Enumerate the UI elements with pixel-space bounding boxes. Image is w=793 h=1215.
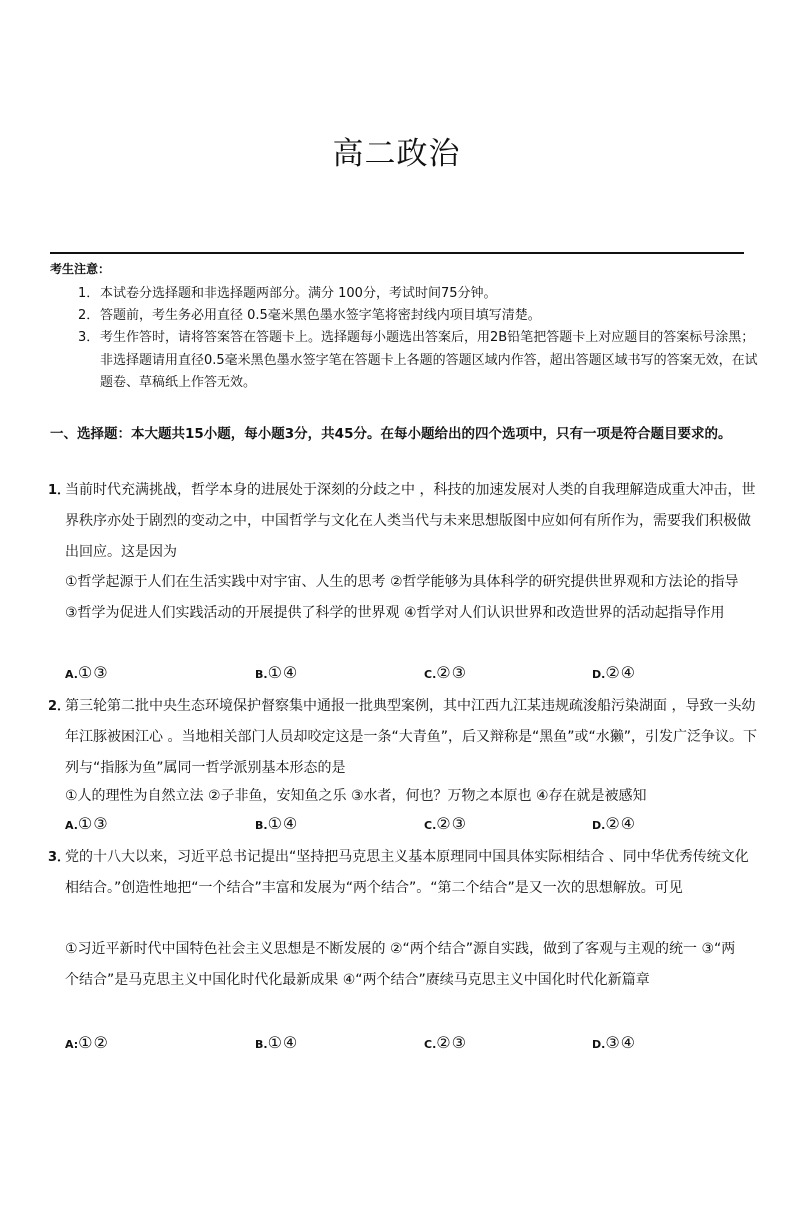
question-1-stem — [48, 475, 760, 568]
choice-a[interactable] — [65, 1033, 109, 1052]
choice-d[interactable] — [592, 1033, 636, 1052]
choice-c[interactable] — [424, 663, 467, 682]
choice-letter: B. — [255, 819, 268, 832]
question-1-choices — [65, 663, 745, 687]
notice-item-text: 考生作答时，请将答案答在答题卡上。选择题每小题选出答案后，用2B铅笔把答题卡上对应题目的答案标号涂黑；非选择题请用直径0.5毫米黑色墨水签字笔在答题卡上各题的答题区域内作答，超出答题区域书写的答案无效，在试题卷、草稿纸上作答无效。 — [100, 330, 758, 390]
choice-letter: D. — [592, 819, 606, 832]
choice-d[interactable] — [592, 814, 636, 833]
question-2-stem — [48, 691, 760, 784]
choice-d[interactable] — [592, 663, 636, 682]
choice-letter: C. — [424, 819, 437, 832]
question-number: 2． — [48, 699, 71, 714]
question-text: 党的十八大以来，习近平总书记提出“坚持把马克思主义基本原理同中国具体实际相结合 、同中华优秀传统文化相结合。”创造性地把“一个结合”丰富和发展为“两个结合”。“第二个结合”是又一次的思想解放。可见 — [65, 849, 749, 896]
choice-value: ③④ — [605, 1033, 636, 1052]
choice-value: ①④ — [267, 814, 299, 833]
choice-letter: C. — [424, 1038, 437, 1051]
notice-item-number: 2． — [78, 308, 100, 323]
choice-b[interactable] — [255, 1033, 298, 1052]
choice-value: ②③ — [436, 1033, 467, 1052]
question-3-stem — [48, 842, 760, 904]
choice-b[interactable] — [255, 814, 298, 833]
choice-value: ①③ — [77, 814, 109, 833]
choice-letter: A. — [65, 819, 78, 832]
choice-c[interactable] — [424, 1033, 467, 1052]
question-1-statements: ①哲学起源于人们在生活实践中对宇宙、人生的思考 ②哲学能够为具体科学的研究提供世界观和方法论的指导 ③哲学为促进人们实践活动的开展提供了科学的世界观 ④哲学对人们认识世界和改造世界的活动起指导作用 — [65, 574, 739, 621]
choice-value: ②④ — [605, 814, 636, 833]
choice-value: ②④ — [605, 663, 636, 682]
question-number: 1． — [48, 483, 71, 498]
choice-letter: B. — [255, 668, 268, 681]
question-2-choices — [65, 814, 745, 838]
choice-letter: D. — [592, 668, 606, 681]
choice-value: ①④ — [267, 1033, 299, 1052]
notice-heading: 考生注意： — [50, 262, 111, 276]
question-number: 3． — [48, 850, 71, 865]
choice-a[interactable] — [65, 663, 109, 682]
choice-value: ②③ — [436, 663, 467, 682]
section-heading: 一、选择题：本大题共15小题，每小题3分，共45分。在每小题给出的四个选项中，只有一项是符合题目要求的。 — [50, 426, 732, 442]
question-3-choices — [65, 1033, 745, 1057]
notice-item-number: 3． — [78, 330, 100, 345]
choice-value: ①④ — [267, 663, 299, 682]
question-text: 当前时代充满挑战，哲学本身的进展处于深刻的分歧之中 ，科技的加速发展对人类的自我理解造成重大冲击，世界秩序亦处于剧烈的变动之中，中国哲学与文化在人类当代与未来思想版图中应如何有所作为，需要我们积极做出回应。这是因为 — [65, 482, 756, 560]
question-3-statements: ①习近平新时代中国特色社会主义思想是不断发展的 ②“两个结合”源自实践，做到了客观与主观的统一 ③“两个结合”是马克思主义中国化时代化最新成果 ④“两个结合”赓续马克思主义中国化时代化新篇章 — [65, 941, 736, 988]
choice-value: ①② — [78, 1033, 109, 1052]
notice-item-3 — [78, 327, 765, 395]
notice-item-text: 答题前，考生务必用直径 0.5毫米黑色墨水签字笔将密封线内项目填写清楚。 — [100, 308, 541, 323]
choice-letter: A: — [65, 1038, 79, 1051]
question-text: 第三轮第二批中央生态环境保护督察集中通报一批典型案例，其中江西九江某违规疏浚船污染湖面 ，导致一头幼年江豚被困江心 。当地相关部门人员却咬定这是一条“大青鱼”，后又辩称是“黑鱼”或“水獭”，引发广泛争议。下列与“指豚为鱼”属同一哲学派别基本形态的是 — [65, 698, 757, 776]
choice-b[interactable] — [255, 663, 298, 682]
choice-value: ②③ — [436, 814, 467, 833]
notice-item-2 — [78, 305, 765, 328]
page-title: 高二政治 — [332, 136, 461, 172]
choice-letter: C. — [424, 668, 437, 681]
choice-a[interactable] — [65, 814, 109, 833]
header-divider — [50, 252, 744, 254]
choice-letter: D. — [592, 1038, 606, 1051]
choice-value: ①③ — [77, 663, 109, 682]
notice-item-text: 本试卷分选择题和非选择题两部分。满分 100分，考试时间75分钟。 — [100, 286, 497, 301]
choice-letter: A. — [65, 668, 78, 681]
choice-letter: B. — [255, 1038, 268, 1051]
question-2-statements: ①人的理性为自然立法 ②子非鱼，安知鱼之乐 ③水者，何也？万物之本原也 ④存在就是被感知 — [65, 788, 647, 804]
notice-item-1 — [78, 283, 765, 306]
choice-c[interactable] — [424, 814, 467, 833]
notice-item-number: 1． — [78, 286, 100, 301]
